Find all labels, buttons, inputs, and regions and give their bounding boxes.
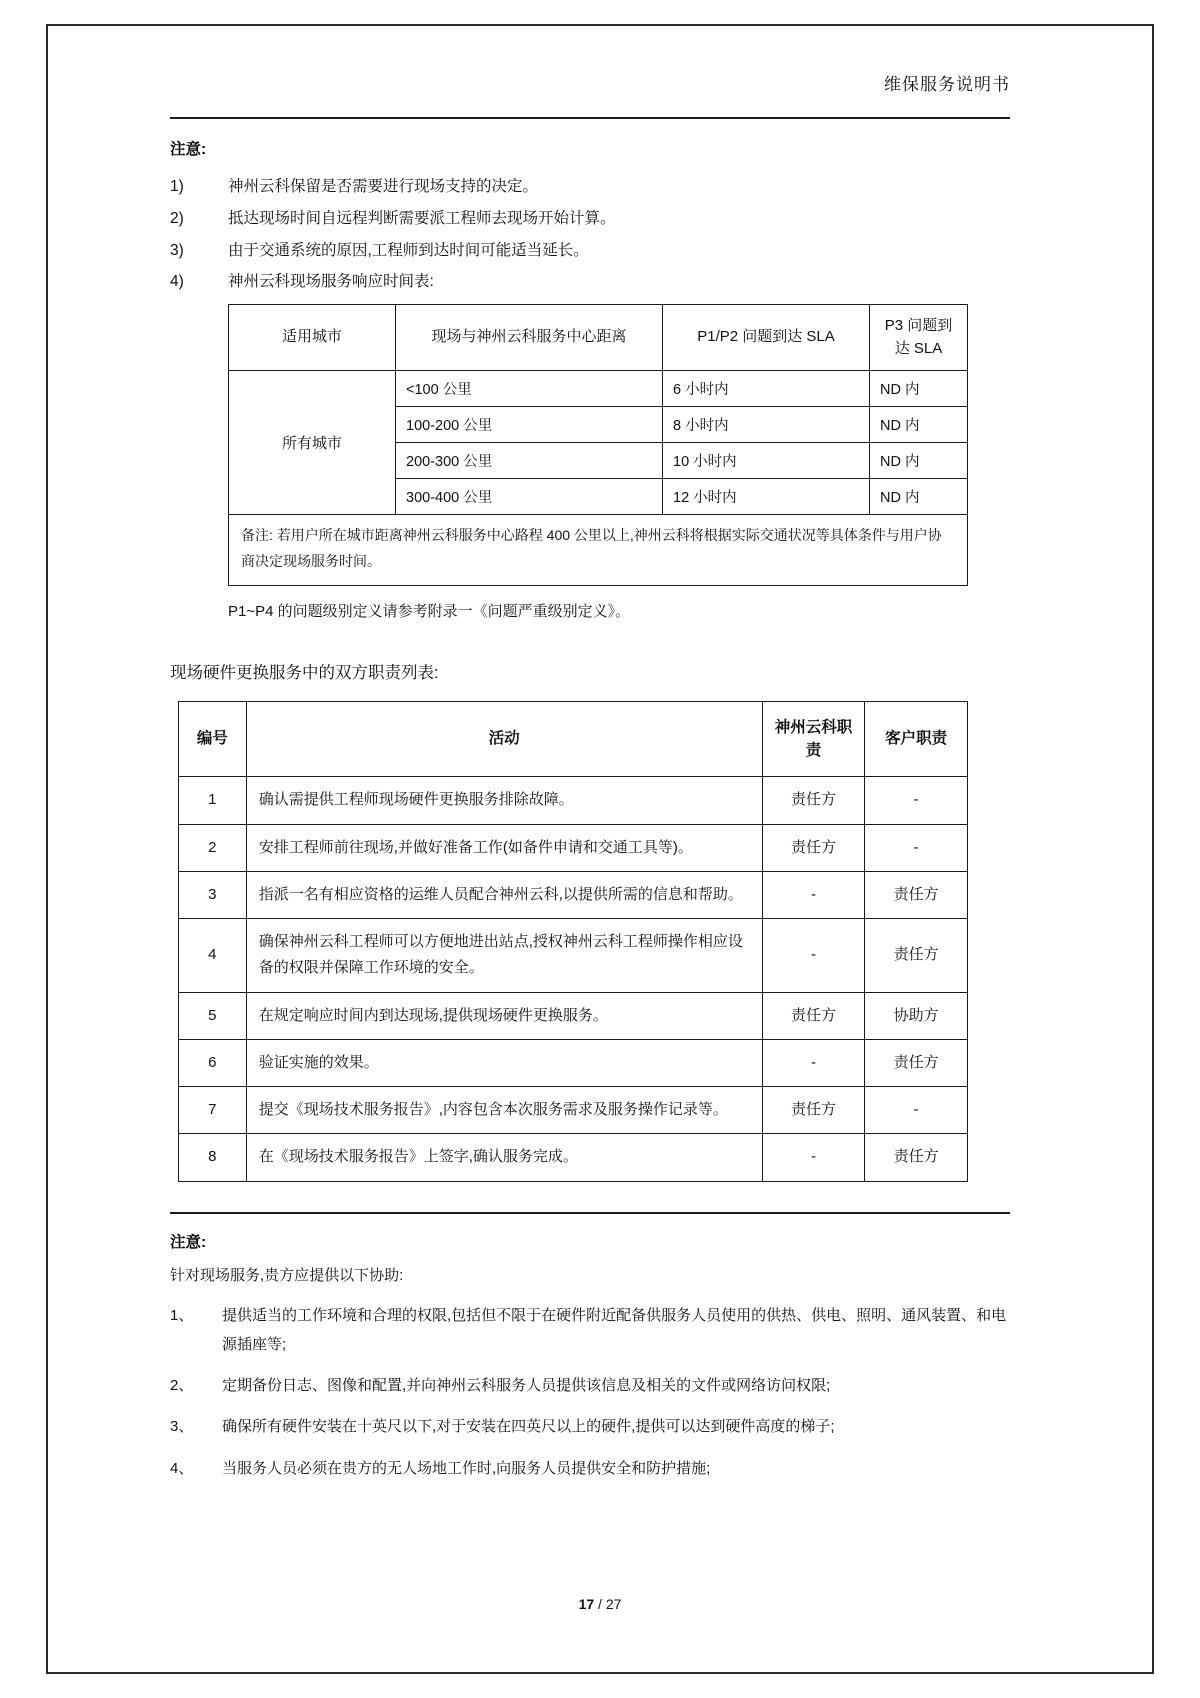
list-text: 神州云科现场服务响应时间表: <box>228 273 434 291</box>
resp-customer: 责任方 <box>865 1134 968 1181</box>
resp-activity: 指派一名有相应资格的运维人员配合神州云科,以提供所需的信息和帮助。 <box>246 871 762 918</box>
resp-no: 8 <box>179 1134 247 1181</box>
resp-activity: 安排工程师前往现场,并做好准备工作(如备件申请和交通工具等)。 <box>246 824 762 871</box>
list-text: 定期备份日志、图像和配置,并向神州云科服务人员提供该信息及相关的文件或网络访问权限; <box>222 1377 831 1395</box>
list-marker: 2) <box>170 209 184 227</box>
list-text: 抵达现场时间自远程判断需要派工程师去现场开始计算。 <box>228 209 616 227</box>
resp-header-customer: 客户职责 <box>865 701 968 777</box>
notice-label-2: 注意: <box>170 1233 207 1251</box>
sla-header-distance: 现场与神州云科服务中心距离 <box>396 305 663 371</box>
resp-no: 7 <box>179 1087 247 1134</box>
resp-customer: - <box>865 777 968 824</box>
resp-no: 4 <box>179 919 247 993</box>
resp-header-no: 编号 <box>179 701 247 777</box>
resp-vendor: 责任方 <box>762 777 865 824</box>
resp-customer: - <box>865 1087 968 1134</box>
list-item <box>170 171 1010 203</box>
sla-distance-cell: 200-300 公里 <box>396 443 663 479</box>
sla-p3-cell: ND 内 <box>870 371 968 407</box>
resp-customer: - <box>865 824 968 871</box>
sla-table <box>228 304 968 515</box>
table-row <box>179 777 968 824</box>
table-header-row <box>179 701 968 777</box>
sla-header-p12: P1/P2 问题到达 SLA <box>663 305 870 371</box>
list-text: 由于交通系统的原因,工程师到达时间可能适当延长。 <box>228 241 589 259</box>
table-row <box>179 1039 968 1086</box>
resp-no: 2 <box>179 824 247 871</box>
table-row <box>229 371 968 407</box>
document-header-title: 维保服务说明书 <box>884 75 1010 94</box>
resp-no: 3 <box>179 871 247 918</box>
sla-header-p3: P3 问题到达 SLA <box>870 305 968 371</box>
table-row <box>179 871 968 918</box>
header-divider <box>170 117 1010 119</box>
list-text: 神州云科保留是否需要进行现场支持的决定。 <box>228 178 539 195</box>
list-text: 确保所有硬件安装在十英尺以下,对于安装在四英尺以上的硬件,提供可以达到硬件高度的梯子; <box>222 1418 835 1436</box>
resp-activity: 在《现场技术服务报告》上签字,确认服务完成。 <box>246 1134 762 1181</box>
resp-no: 5 <box>179 992 247 1039</box>
page-footer <box>0 1596 1200 1612</box>
list-marker: 3、 <box>170 1418 194 1436</box>
list-marker: 3) <box>170 241 184 259</box>
sla-header-city: 适用城市 <box>229 305 396 371</box>
list-marker: 2、 <box>170 1377 194 1395</box>
sla-distance-cell: 300-400 公里 <box>396 479 663 515</box>
sla-p3-cell: ND 内 <box>870 443 968 479</box>
list-item <box>170 1371 1010 1400</box>
sla-p3-cell: ND 内 <box>870 407 968 443</box>
notice-list-2 <box>170 1301 1010 1483</box>
table-row <box>179 1134 968 1181</box>
resp-vendor: 责任方 <box>762 824 865 871</box>
table-row <box>179 919 968 993</box>
sla-city-cell: 所有城市 <box>229 371 396 515</box>
resp-customer: 责任方 <box>865 919 968 993</box>
sla-table-note: 备注: 若用户所在城市距离神州云科服务中心路程 400 公里以上,神州云科将根据实际交通状况等具体条件与用户协商决定现场服务时间。 <box>228 515 968 586</box>
list-item <box>170 266 1010 298</box>
resp-header-vendor: 神州云科职责 <box>762 701 865 777</box>
list-text: 当服务人员必须在贵方的无人场地工作时,向服务人员提供安全和防护措施; <box>222 1459 711 1477</box>
list-marker: 1) <box>170 178 184 195</box>
resp-vendor: - <box>762 919 865 993</box>
list-marker: 4) <box>170 273 184 291</box>
sla-p3-cell: ND 内 <box>870 479 968 515</box>
resp-no: 1 <box>179 777 247 824</box>
sla-table-wrapper <box>228 304 968 586</box>
section-heading-responsibility: 现场硬件更换服务中的双方职责列表: <box>170 663 439 682</box>
resp-vendor: - <box>762 1039 865 1086</box>
table-row <box>179 824 968 871</box>
sla-p12-cell: 12 小时内 <box>663 479 870 515</box>
notice2-intro: 针对现场服务,贵方应提供以下协助: <box>170 1266 404 1284</box>
resp-header-activity: 活动 <box>246 701 762 777</box>
list-marker: 1、 <box>170 1306 194 1324</box>
footer-current-page: 17 <box>578 1596 595 1612</box>
sla-p12-cell: 10 小时内 <box>663 443 870 479</box>
severity-reference-note: P1~P4 的问题级别定义请参考附录一《问题严重级别定义》。 <box>228 602 631 620</box>
resp-no: 6 <box>179 1039 247 1086</box>
list-text: 提供适当的工作环境和合理的权限,包括但不限于在硬件附近配备供服务人员使用的供热、供电、照明、通风装置、和电源插座等; <box>222 1306 1007 1353</box>
resp-customer: 协助方 <box>865 992 968 1039</box>
list-item <box>170 235 1010 267</box>
resp-activity: 确保神州云科工程师可以方便地进出站点,授权神州云科工程师操作相应设备的权限并保障工作环境的安全。 <box>246 919 762 993</box>
notice2-divider <box>170 1212 1010 1214</box>
sla-p12-cell: 8 小时内 <box>663 407 870 443</box>
resp-activity: 验证实施的效果。 <box>246 1039 762 1086</box>
responsibility-table <box>178 701 968 1182</box>
resp-vendor: 责任方 <box>762 992 865 1039</box>
resp-activity: 确认需提供工程师现场硬件更换服务排除故障。 <box>246 777 762 824</box>
list-item <box>170 1301 1010 1360</box>
footer-total-pages: 27 <box>605 1596 622 1612</box>
sla-distance-cell: 100-200 公里 <box>396 407 663 443</box>
list-item <box>170 1412 1010 1441</box>
table-row <box>179 992 968 1039</box>
footer-separator: / <box>598 1596 602 1612</box>
list-item <box>170 203 1010 235</box>
resp-activity: 提交《现场技术服务报告》,内容包含本次服务需求及服务操作记录等。 <box>246 1087 762 1134</box>
page-content <box>170 70 1010 1495</box>
table-header-row <box>229 305 968 371</box>
resp-activity: 在规定响应时间内到达现场,提供现场硬件更换服务。 <box>246 992 762 1039</box>
list-marker: 4、 <box>170 1459 194 1477</box>
sla-distance-cell: <100 公里 <box>396 371 663 407</box>
resp-customer: 责任方 <box>865 871 968 918</box>
table-row <box>179 1087 968 1134</box>
sla-p12-cell: 6 小时内 <box>663 371 870 407</box>
resp-vendor: 责任方 <box>762 1087 865 1134</box>
resp-vendor: - <box>762 1134 865 1181</box>
resp-vendor: - <box>762 871 865 918</box>
list-item <box>170 1454 1010 1483</box>
resp-customer: 责任方 <box>865 1039 968 1086</box>
notice-label-1: 注意: <box>170 141 207 158</box>
notice-list-1 <box>170 171 1010 298</box>
